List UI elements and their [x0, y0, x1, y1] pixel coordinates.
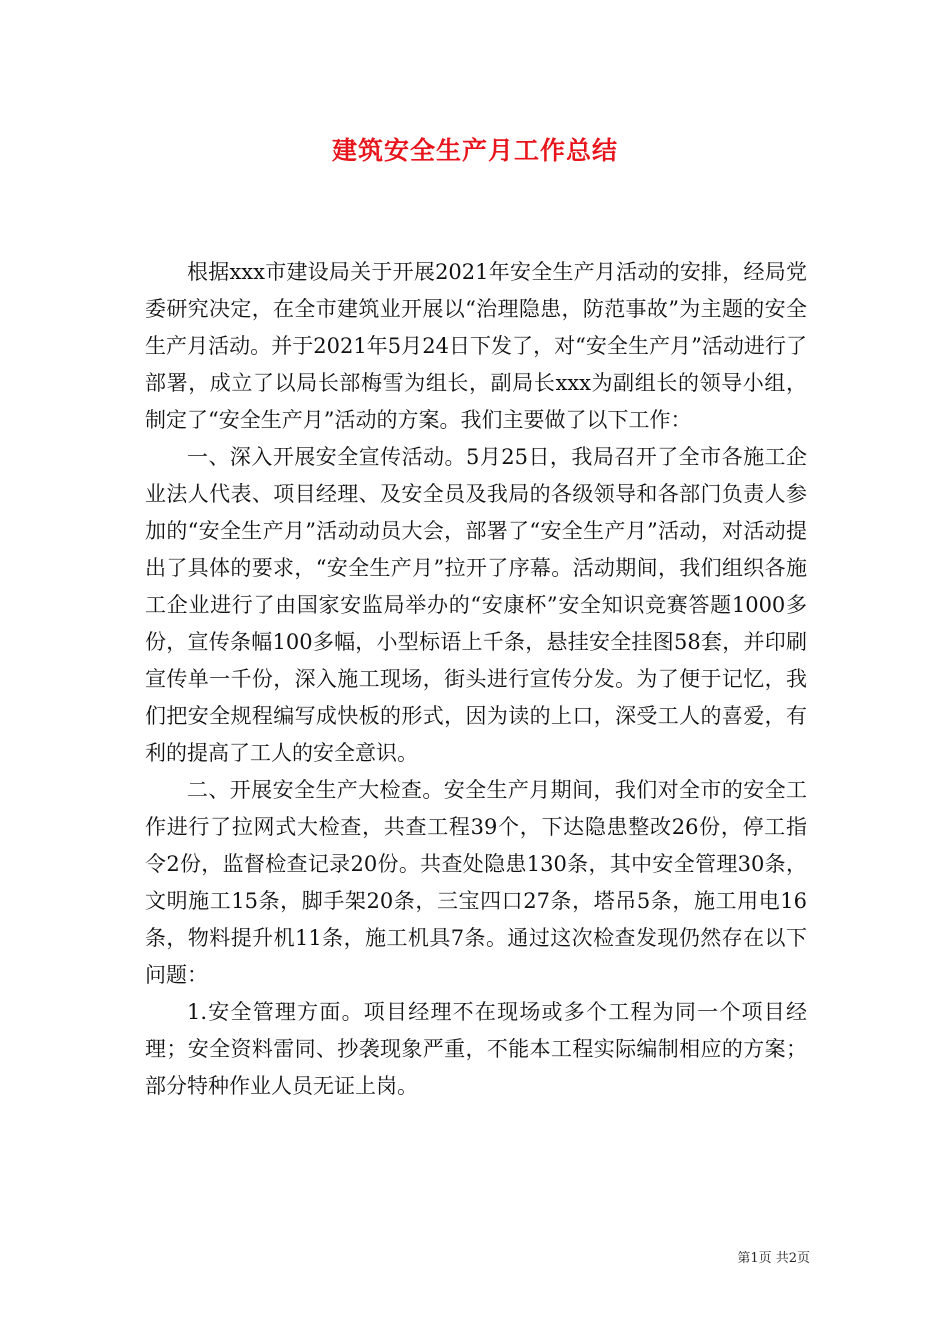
paragraph-intro: 根据xxx市建设局关于开展2021年安全生产月活动的安排，经局党委研究决定，在全市建筑业开展以“治理隐患，防范事故”为主题的安全生产月活动。并于2021年5月24日下发了，对“安全生产月”活动进行了部署，成立了以局长部梅雪为组长，副局长xxx为副组长的领导小组，制定了“安全生产月”活动的方案。我们主要做了以下工作： [145, 260, 807, 432]
paragraph-section-1: 一、深入开展安全宣传活动。5月25日，我局召开了全市各施工企业法人代表、项目经理、及安全员及我局的各级领导和各部门负责人参加的“安全生产月”活动动员大会，部署了“安全生产月”活动，对活动提出了具体的要求，“安全生产月”拉开了序幕。活动期间，我们组织各施工企业进行了由国家安监局举办的“安康杯”安全知识竞赛答题1000多份，宣传条幅100多幅，小型标语上千条，悬挂安全挂图58套，并印刷宣传单一千份，深入施工现场，街头进行宣传分发。为了便于记忆，我们把安全规程编写成快板的形式，因为读的上口，深受工人的喜爱，有利的提高了工人的安全意识。 [145, 445, 807, 765]
page-number-footer: 第1页 共2页 [737, 1251, 810, 1266]
paragraph-section-2: 二、开展安全生产大检查。安全生产月期间，我们对全市的安全工作进行了拉网式大检查，共查工程39个，下达隐患整改26份，停工指令2份，监督检查记录20份。共查处隐患130条，其中安全管理30条，文明施工15条，脚手架20条，三宝四口27条，塔吊5条，施工用电16条，物料提升机11条，施工机具7条。通过这次检查发现仍然存在以下问题： [145, 778, 807, 987]
paragraph-item-1: 1.安全管理方面。项目经理不在现场或多个工程为同一个项目经理；安全资料雷同、抄袭现象严重，不能本工程实际编制相应的方案；部分特种作业人员无证上岗。 [145, 1000, 807, 1098]
document-body [145, 254, 807, 1105]
document-title: 建筑安全生产月工作总结 [331, 136, 618, 165]
